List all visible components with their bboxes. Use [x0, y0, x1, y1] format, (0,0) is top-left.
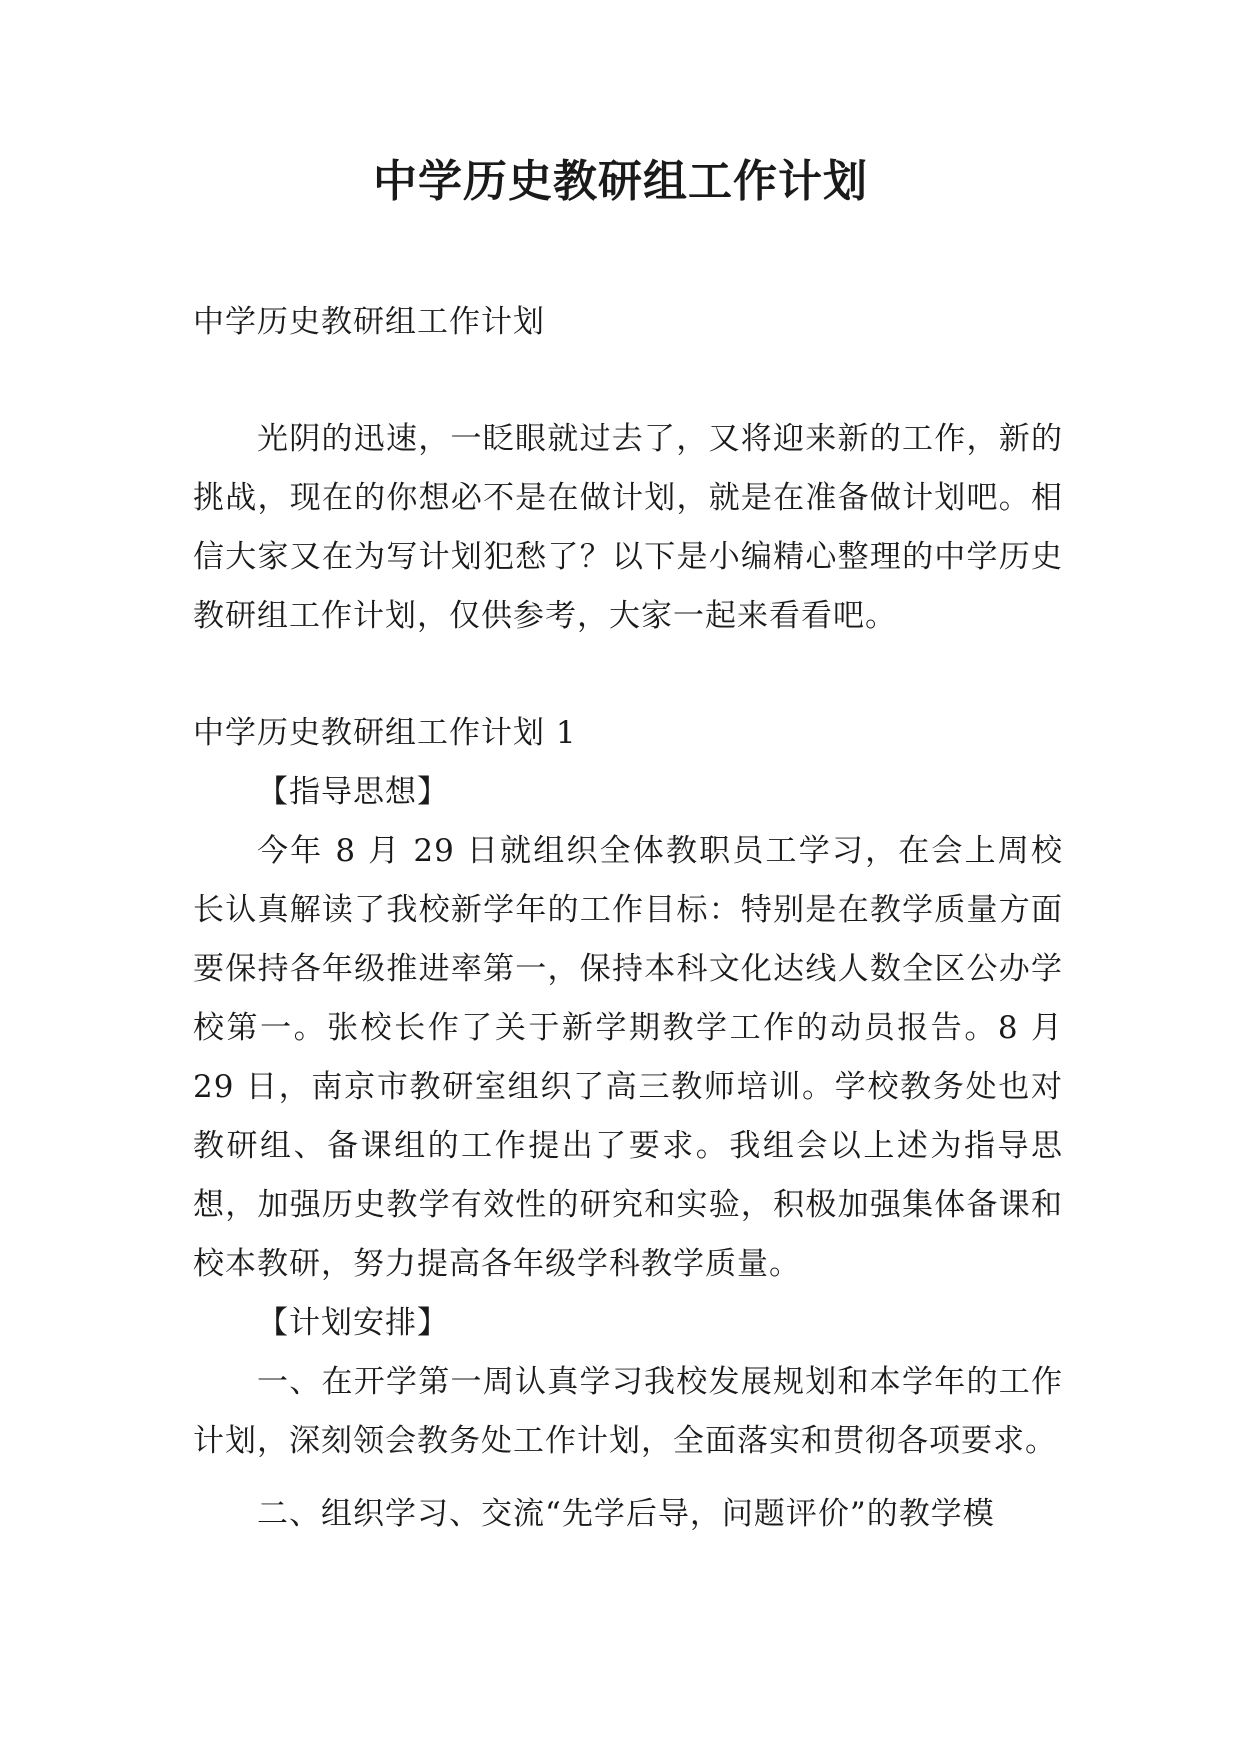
document-title: 中学历史教研组工作计划 — [373, 156, 868, 207]
guiding-heading: 【指导思想】 — [257, 774, 449, 810]
plan-heading: 【计划安排】 — [257, 1305, 449, 1341]
document-body — [193, 293, 1063, 1544]
plan-item-1: 一、在开学第一周认真学习我校发展规划和本学年的工作计划，深刻领会教务处工作计划，全面落实和贯彻各项要求。 — [193, 1364, 1063, 1459]
plan-item-2: 二、组织学习、交流“先学后导，问题评价”的教学模 — [257, 1496, 995, 1532]
section-heading: 中学历史教研组工作计划 1 — [193, 715, 577, 751]
intro-paragraph: 光阴的迅速，一眨眼就过去了，又将迎来新的工作，新的挑战，现在的你想必不是在做计划，就是在准备做计划吧。相信大家又在为写计划犯愁了？以下是小编精心整理的中学历史教研组工作计划，仅供参考，大家一起来看看吧。 — [193, 421, 1063, 634]
document-subtitle: 中学历史教研组工作计划 — [193, 304, 545, 340]
guiding-paragraph: 今年 8 月 29 日就组织全体教职员工学习，在会上周校长认真解读了我校新学年的工作目标：特别是在教学质量方面要保持各年级推进率第一，保持本科文化达线人数全区公办学校第一。张校长作了关于新学期教学工作的动员报告。8 月 29 日，南京市教研室组织了高三教师培训。学校教务处也对教研组、备课组的工作提出了要求。我组会以上述为指导思想，加强历史教学有效性的研究和实验，积极加强集体备课和校本教研，努力提高各年级学科教学质量。 — [193, 833, 1063, 1282]
